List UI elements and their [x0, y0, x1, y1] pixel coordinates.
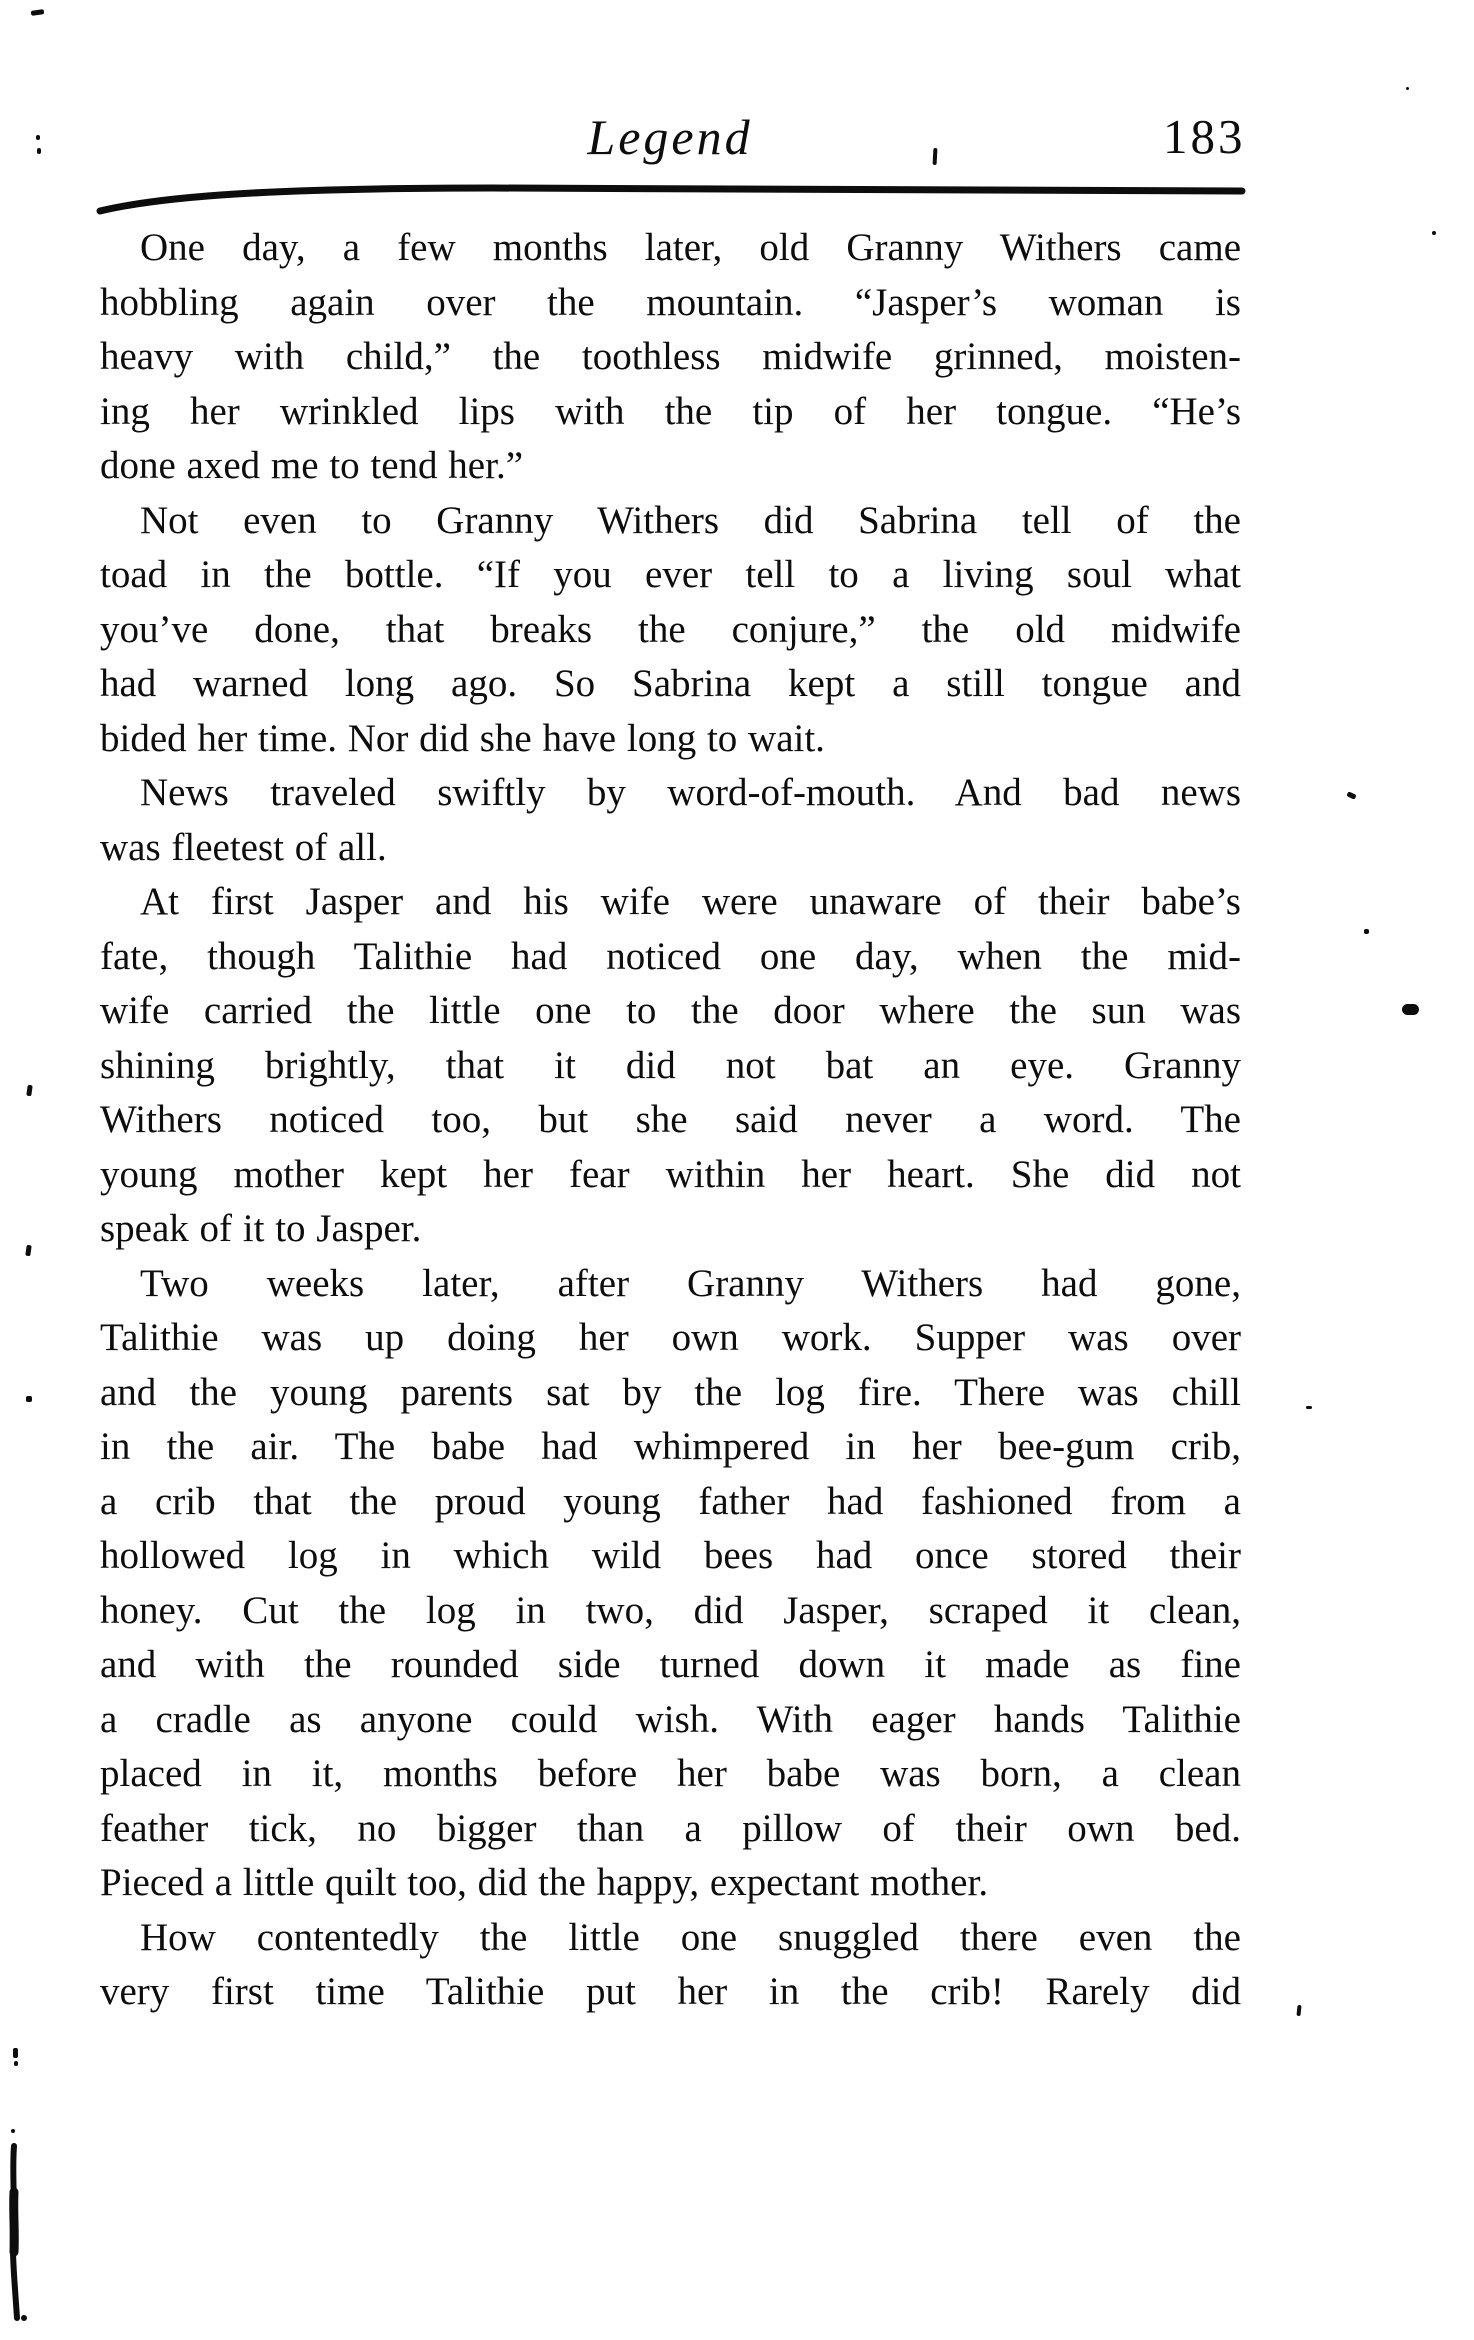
text-line: had warned long ago. So Sabrina kept a still tongue and — [100, 662, 1241, 705]
running-header-title: Legend — [587, 109, 753, 165]
scan-artifact — [25, 1245, 31, 1257]
text-line: honey. Cut the log in two, did Jasper, scraped it clean, — [100, 1588, 1241, 1632]
text-line: hobbling again over the mountain. “Jasper’s woman is — [100, 280, 1241, 324]
text-line: At first Jasper and his wife were unaware of their babe’s — [140, 880, 1241, 923]
page-number: 183 — [1163, 109, 1246, 164]
scan-artifact — [14, 2061, 18, 2066]
text-line: How contentedly the little one snuggled there even the — [140, 1915, 1241, 1959]
text-line: shining brightly, that it did not bat an eye. Granny — [100, 1043, 1241, 1087]
page-text — [100, 221, 1241, 2020]
text-line: placed in it, months before her babe was born, a clean — [100, 1752, 1241, 1795]
text-line: bided her time. Nor did she have long to wait. — [100, 716, 825, 760]
text-line: a cradle as anyone could wish. With eager hands Talithie — [100, 1697, 1241, 1741]
scan-artifact — [1306, 1406, 1312, 1409]
text-line: you’ve done, that breaks the conjure,” the old midwife — [100, 607, 1241, 651]
text-line: Pieced a little quilt too, did the happy, expectant mother. — [100, 1861, 989, 1904]
scan-artifact — [933, 148, 938, 165]
text-line: feather tick, no bigger than a pillow of their own bed. — [100, 1806, 1241, 1850]
text-line: in the air. The babe had whimpered in her bee-gum crib, — [100, 1425, 1241, 1468]
text-line: speak of it to Jasper. — [100, 1207, 422, 1250]
text-line: ing her wrinkled lips with the tip of her tongue. “He’s — [100, 389, 1241, 433]
scan-artifact — [26, 1396, 32, 1402]
text-line: Two weeks later, after Granny Withers had gone, — [140, 1261, 1241, 1305]
text-line: News traveled swiftly by word-of-mouth. And bad news — [140, 771, 1241, 814]
scan-artifact — [1364, 929, 1369, 934]
scan-artifact — [37, 148, 41, 154]
scan-artifact — [36, 135, 40, 140]
scan-edge-artifact — [6, 2142, 32, 2328]
text-line: One day, a few months later, old Granny Withers came — [140, 226, 1241, 269]
text-line: Talithie was up doing her own work. Supper was over — [100, 1316, 1241, 1359]
text-line: wife carried the little one to the door where the sun was — [100, 989, 1241, 1032]
scan-artifact — [1406, 87, 1409, 90]
text-line: young mother kept her fear within her heart. She did not — [100, 1152, 1241, 1196]
scan-artifact — [1346, 791, 1356, 799]
text-line: was fleetest of all. — [100, 825, 387, 869]
text-line: heavy with child,” the toothless midwife grinned, moisten- — [100, 335, 1241, 378]
scan-artifact — [13, 2048, 18, 2058]
text-line: toad in the bottle. “If you ever tell to a living soul what — [100, 553, 1241, 596]
text-line: very first time Talithie put her in the crib! Rarely did — [100, 1970, 1241, 2013]
text-line: fate, though Talithie had noticed one day, when the mid- — [100, 934, 1241, 978]
text-line: and with the rounded side turned down it made as fine — [100, 1643, 1241, 1686]
text-line: a crib that the proud young father had fashioned from a — [100, 1479, 1241, 1523]
text-line: Withers noticed too, but she said never a word. The — [100, 1098, 1241, 1141]
text-line: hollowed log in which wild bees had once stored their — [100, 1534, 1241, 1577]
scan-artifact — [31, 9, 45, 16]
scan-artifact — [11, 2129, 15, 2133]
scan-artifact — [1402, 1004, 1419, 1015]
scan-artifact — [26, 1085, 32, 1097]
text-line: done axed me to tend her.” — [100, 444, 524, 487]
scan-artifact — [1296, 2005, 1301, 2016]
text-line: and the young parents sat by the log fire. There was chill — [100, 1370, 1241, 1414]
header-rule — [93, 176, 1249, 220]
scan-artifact — [1432, 231, 1436, 235]
text-line: Not even to Granny Withers did Sabrina tell of the — [140, 498, 1241, 542]
